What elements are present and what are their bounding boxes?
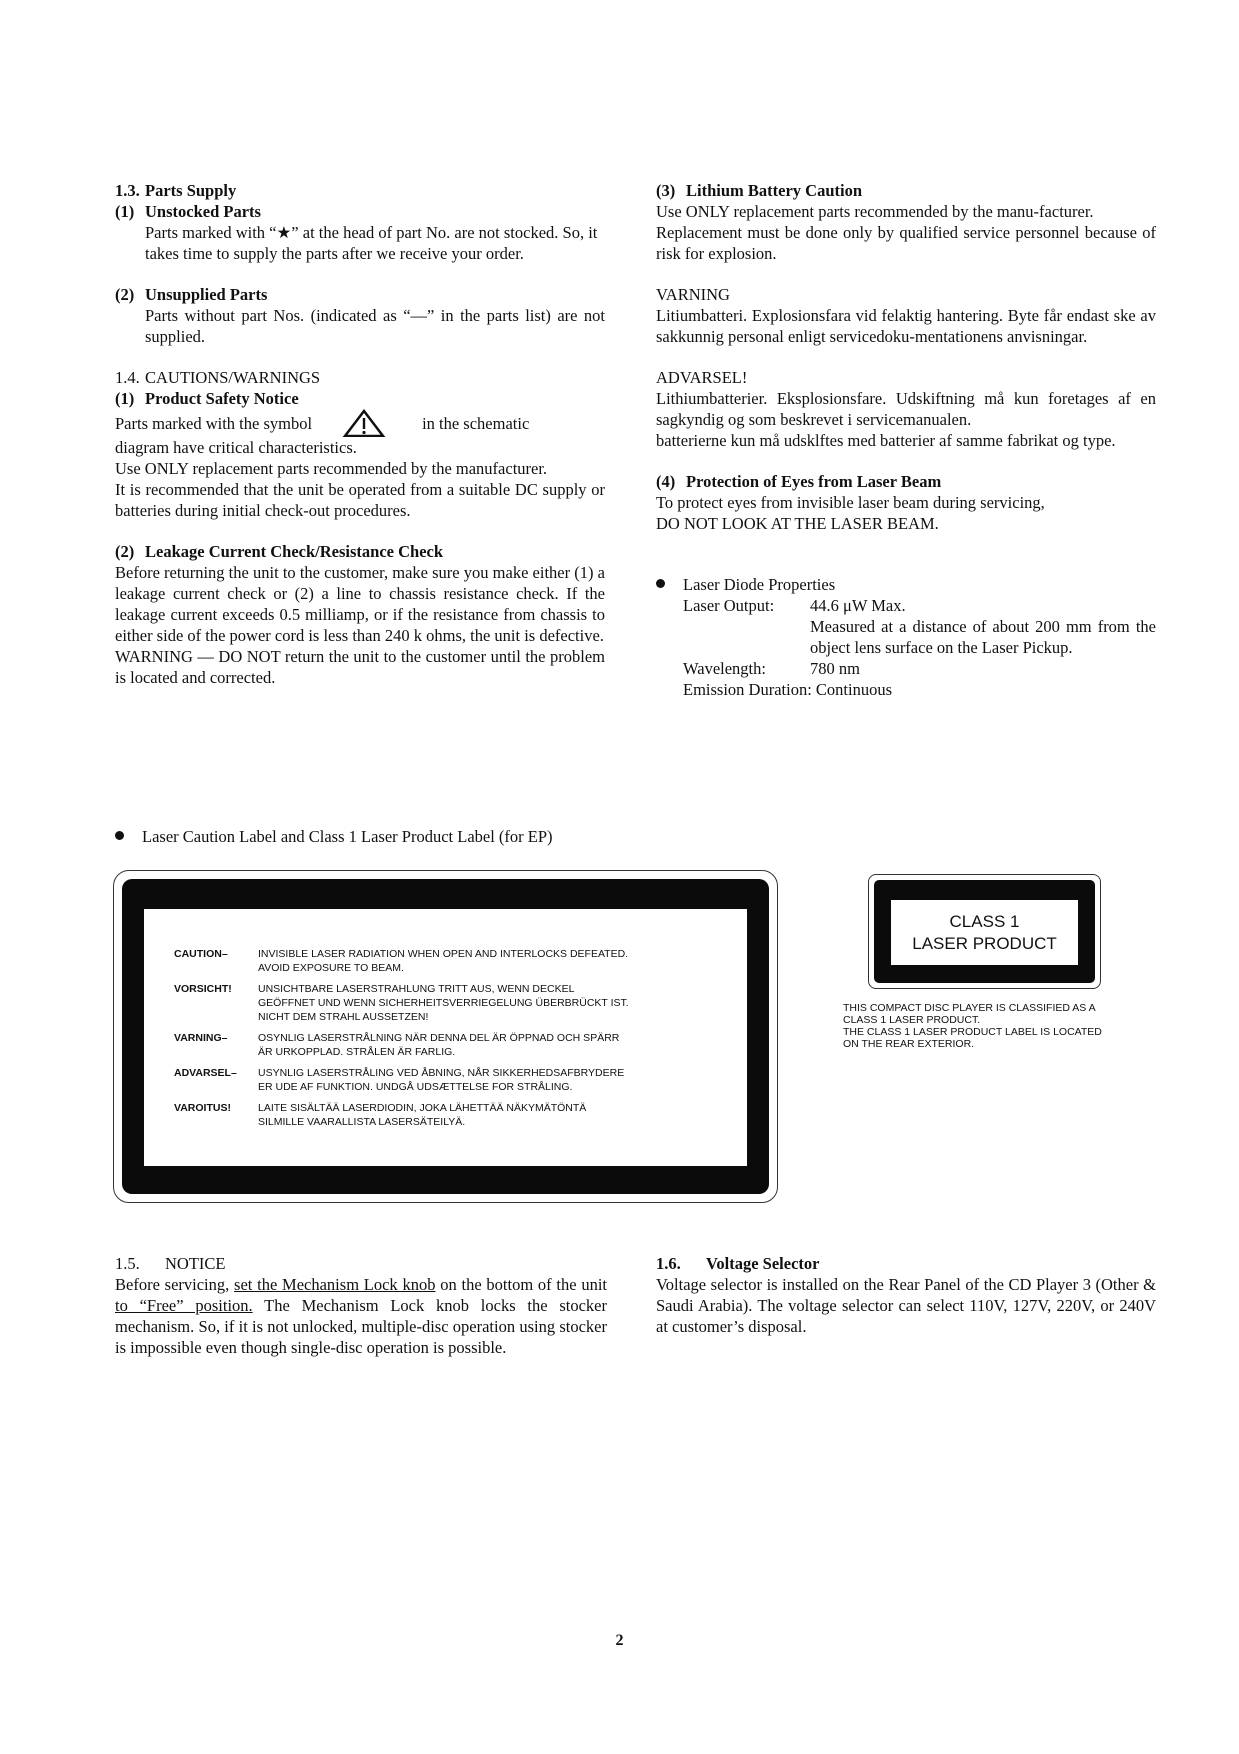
advarsel-text-1: Lithiumbatterier. Eksplosionsfare. Udskiftning må kun foretages af en sagkyndig og som beskrevet i servicemanualen. <box>656 389 1156 429</box>
caution-label-text <box>174 947 629 1136</box>
label-panel <box>891 900 1078 965</box>
lithium-battery-text-2: Replacement must be done only by qualified service personnel because of risk for explosion. <box>656 223 1156 263</box>
varning-heading: VARNING <box>656 285 730 304</box>
caution-row: ADVARSEL– USYNLIG LASERSTRÅLING VED ÅBNING, NÅR SIKKERHEDSAFBRYDERE ER UDE AF FUNKTION. UNDGÅ UDSÆTTELSE FOR STRÅLING. <box>174 1067 625 1093</box>
section-1-3-heading: 1.3. Parts Supply <box>115 181 237 200</box>
varning-text: Litiumbatteri. Explosionsfara vid felaktig hantering. Byte får endast ske av sakkunnig personal enligt servicedoku-mentationens anvisningar. <box>656 306 1156 346</box>
laser-output-note: Measured at a distance of about 200 mm from the object lens surface on the Laser Pickup. <box>810 617 1156 657</box>
class1-label-note: THIS COMPACT DISC PLAYER IS CLASSIFIED AS A CLASS 1 LASER PRODUCT. THE CLASS 1 LASER PRODUCT LABEL IS LOCATED ON THE REAR EXTERIOR. <box>843 1002 1102 1050</box>
leakage-check-heading: (2) Leakage Current Check/Resistance Check <box>115 542 444 561</box>
laser-diode-heading: Laser Diode Properties <box>656 574 1156 595</box>
leakage-check-text: Before returning the unit to the customer, make sure you make either (1) a leakage current check or (2) a line to chassis resistance check. If the leakage current exceeds 0.5 milliamp, or if the resistance from chassis to either side of the power cord is less than 240 k ohms, the unit is defective. <box>115 563 605 645</box>
class1-line1: CLASS 1 <box>949 911 1020 931</box>
leakage-check-warning: WARNING — DO NOT return the unit to the customer until the problem is located and corrected. <box>115 647 605 687</box>
advarsel-text-2: batterierne kun må udsklftes med batterier af samme fabrikat og type. <box>656 431 1116 450</box>
voltage-selector-section <box>656 1253 1156 1337</box>
emission-duration-label: Emission Duration: <box>683 680 812 699</box>
wavelength-value: 780 nm <box>810 659 860 678</box>
class1-laser-label <box>868 874 1101 989</box>
warning-triangle-icon <box>342 409 386 437</box>
bullet-icon <box>656 579 665 588</box>
label-panel <box>144 909 747 1166</box>
notice-section <box>115 1253 607 1358</box>
caution-row: VAROITUS! LAITE SISÄLTÄÄ LASERDIODIN, JOKA LÄHETTÄÄ NÄKYMÄTÖNTÄ SILMILLE VAARALLISTA LASERSÄTEILYÄ. <box>174 1102 587 1128</box>
laser-caution-label <box>113 870 778 1203</box>
unstocked-parts-text: Parts marked with “★” at the head of part No. are not stocked. So, it takes time to supply the parts after we receive your order. <box>145 223 598 263</box>
product-safety-text-3: It is recommended that the unit be operated from a suitable DC supply or batteries during initial check-out procedures. <box>115 480 605 520</box>
laser-eye-protection-heading: (4) Protection of Eyes from Laser Beam <box>656 472 942 491</box>
product-safety-symbol-line: Parts marked with the symbol in the schematic <box>115 409 605 437</box>
lithium-battery-heading: (3) Lithium Battery Caution <box>656 181 863 200</box>
label-border <box>874 880 1095 983</box>
class1-line2: LASER PRODUCT <box>912 933 1057 953</box>
laser-output-label: Laser Output: <box>683 596 775 615</box>
wavelength-label: Wavelength: <box>683 659 766 678</box>
left-column <box>115 180 605 688</box>
emission-duration-value: Continuous <box>815 680 893 699</box>
notice-text: Before servicing, set the Mechanism Lock knob on the bottom of the unit to “Free” position. The Mechanism Lock knob locks the stocker mechanism. So, if it is not unlocked, multiple-disc operation using stocker is impossible even though single-disc operation is possible. <box>115 1275 608 1357</box>
advarsel-heading: ADVARSEL! <box>656 368 748 387</box>
right-column <box>656 180 1156 700</box>
page-number: 2 <box>615 1632 624 1649</box>
unsupplied-parts-text: Parts without part Nos. (indicated as “—” in the parts list) are not supplied. <box>145 306 605 346</box>
section-1-4-heading: 1.4. CAUTIONS/WARNINGS <box>115 368 321 387</box>
voltage-selector-text: Voltage selector is installed on the Rear Panel of the CD Player 3 (Other & Saudi Arabia). The voltage selector can select 110V, 127V, 220V, or 240V at customer’s disposal. <box>656 1275 1156 1336</box>
notice-heading: 1.5. NOTICE <box>115 1254 226 1273</box>
unsupplied-parts-heading: (2) Unsupplied Parts <box>115 285 268 304</box>
label-border <box>122 879 769 1194</box>
product-safety-line2: diagram have critical characteristics. <box>115 438 357 457</box>
caution-row: VARNING– OSYNLIG LASERSTRÅLNING NÄR DENNA DEL ÄR ÖPPNAD OCH SPÄRR ÄR URKOPPLAD. STRÅLEN ÄR FARLIG. <box>174 1032 620 1058</box>
product-safety-heading: (1) Product Safety Notice <box>115 389 299 408</box>
unstocked-parts-heading: (1) Unstocked Parts <box>115 202 261 221</box>
laser-diode-properties <box>656 595 1156 700</box>
caution-row: CAUTION– INVISIBLE LASER RADIATION WHEN OPEN AND INTERLOCKS DEFEATED. AVOID EXPOSURE TO BEAM. <box>174 948 629 974</box>
labels-heading: Laser Caution Label and Class 1 Laser Product Label (for EP) <box>115 826 815 847</box>
caution-row: VORSICHT! UNSICHTBARE LASERSTRAHLUNG TRITT AUS, WENN DECKEL GEÖFFNET UND WENN SICHERHEITSVERRIEGELUNG ÜBERBRÜCKT IST. NICHT DEM STRAHL AUSSETZEN! <box>174 983 629 1023</box>
bullet-icon <box>115 831 124 840</box>
laser-output-value: 44.6 μW Max. <box>810 596 906 615</box>
voltage-selector-heading: 1.6. Voltage Selector <box>656 1254 820 1273</box>
product-safety-text-2: Use ONLY replacement parts recommended by the manufacturer. <box>115 459 548 478</box>
laser-eye-protection-text: To protect eyes from invisible laser beam during servicing, <box>656 493 1045 512</box>
lithium-battery-text-1: Use ONLY replacement parts recommended by the manu-facturer. <box>656 202 1094 221</box>
laser-eye-protection-warning: DO NOT LOOK AT THE LASER BEAM. <box>656 514 939 533</box>
